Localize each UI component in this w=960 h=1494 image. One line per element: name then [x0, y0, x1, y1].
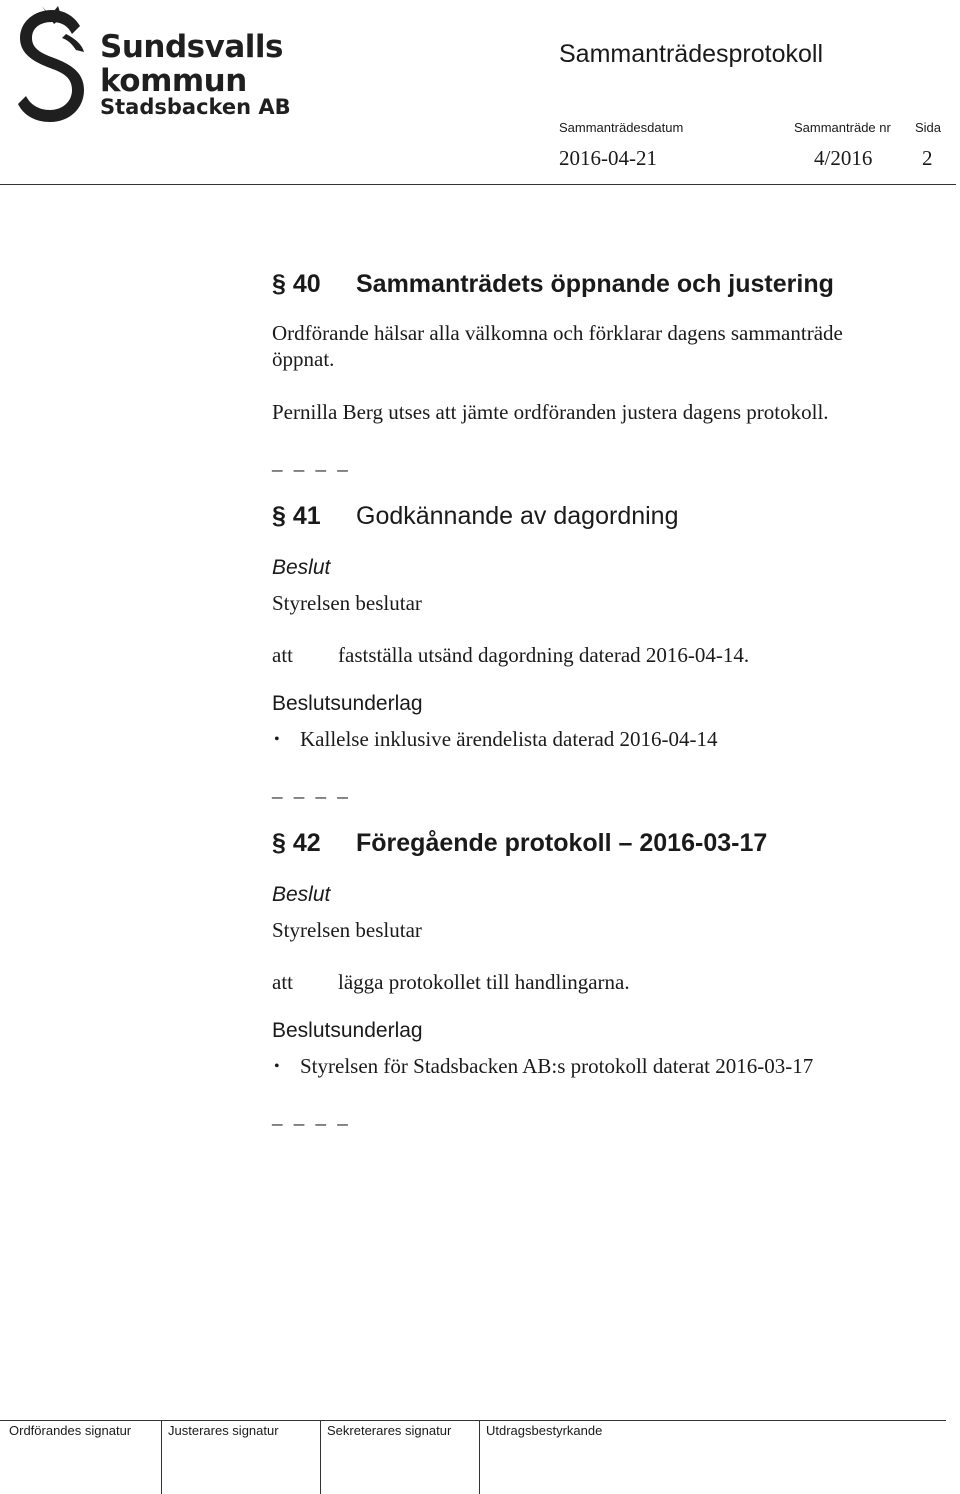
section-42-underlag-item: Styrelsen för Stadsbacken AB:s protokoll daterat 2016-03-17	[300, 1054, 814, 1078]
meeting-number-label: Sammanträde nr	[794, 120, 891, 135]
section-40-para1-line1: Ordförande hälsar alla välkomna och förklarar dagens sammanträde	[272, 321, 843, 345]
header-divider	[0, 184, 956, 185]
section-41-beslutar: Styrelsen beslutar	[272, 591, 422, 615]
meeting-date-value: 2016-04-21	[559, 146, 657, 170]
footer-divider-1	[161, 1420, 162, 1494]
section-41-bullet: •	[274, 731, 280, 748]
section-42-separator: _ _ _ _	[272, 1104, 351, 1128]
adjuster-signature-label: Justerares signatur	[168, 1423, 279, 1438]
footer-divider-2	[320, 1420, 321, 1494]
logo-line-stadsbacken: Stadsbacken AB	[100, 95, 291, 119]
section-42-beslut-heading: Beslut	[272, 883, 331, 906]
section-40-para1	[272, 320, 843, 372]
secretary-signature-label: Sekreterares signatur	[327, 1423, 452, 1438]
section-42-att-label: att	[272, 970, 293, 994]
section-42-title: Föregående protokoll – 2016-03-17	[356, 829, 768, 857]
section-40-title: Sammanträdets öppnande och justering	[356, 270, 834, 298]
section-41-underlag-heading: Beslutsunderlag	[272, 692, 423, 715]
section-41-heading	[272, 502, 679, 531]
section-40-para1-line2: öppnat.	[272, 347, 335, 371]
meeting-number-value: 4/2016	[814, 146, 873, 170]
section-42-heading	[272, 829, 767, 858]
section-42-att-text: lägga protokollet till handlingarna.	[338, 970, 630, 994]
dragon-s-logo-icon	[12, 4, 92, 126]
logo-line-kommun: kommun	[100, 63, 247, 99]
section-41-title: Godkännande av dagordning	[356, 502, 679, 530]
section-41-beslut-heading: Beslut	[272, 556, 331, 579]
section-42-bullet: •	[274, 1058, 280, 1075]
page-number-value: 2	[922, 146, 933, 170]
footer-rule	[0, 1420, 946, 1421]
section-41-att-text: fastställa utsänd dagordning daterad 2016-04-14.	[338, 643, 750, 667]
section-40-separator: _ _ _ _	[272, 450, 351, 474]
extract-certification-label: Utdragsbestyrkande	[486, 1423, 603, 1438]
section-42-beslutar: Styrelsen beslutar	[272, 918, 422, 942]
section-42-number: § 42	[272, 829, 321, 857]
section-41-att-label: att	[272, 643, 293, 667]
section-40-para2: Pernilla Berg utses att jämte ordföranden justera dagens protokoll.	[272, 400, 829, 424]
meeting-date-label: Sammanträdesdatum	[559, 120, 684, 135]
chair-signature-label: Ordförandes signatur	[9, 1423, 132, 1438]
company-logo	[12, 4, 291, 126]
logo-line-sundsvalls: Sundsvalls	[100, 29, 283, 65]
section-42-underlag-heading: Beslutsunderlag	[272, 1019, 423, 1042]
document-title: Sammanträdesprotokoll	[559, 40, 824, 68]
section-41-number: § 41	[272, 502, 321, 530]
page-label: Sida	[915, 120, 942, 135]
section-40-number: § 40	[272, 270, 321, 298]
section-41-underlag-item: Kallelse inklusive ärendelista daterad 2016-04-14	[300, 727, 718, 751]
section-41-separator: _ _ _ _	[272, 777, 351, 801]
section-40-heading	[272, 270, 834, 299]
footer-divider-3	[479, 1420, 480, 1494]
